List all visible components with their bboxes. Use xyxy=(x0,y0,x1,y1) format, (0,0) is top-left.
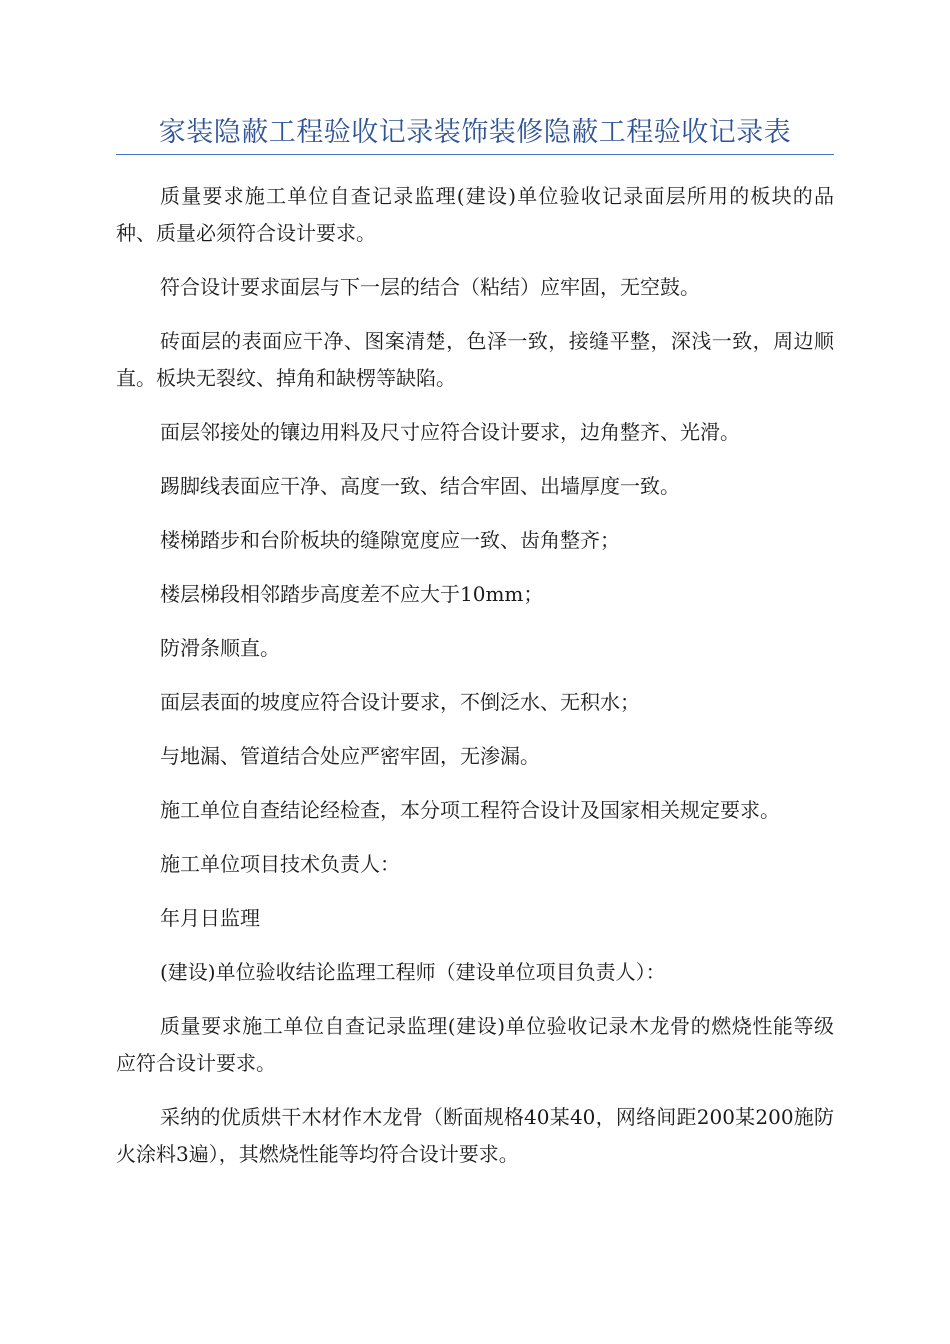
paragraph: 年月日监理 xyxy=(160,906,260,930)
paragraph: 面层邻接处的镶边用料及尺寸应符合设计要求，边角整齐、光滑。 xyxy=(160,420,740,444)
paragraph: 采纳的优质烘干木材作木龙骨（断面规格40某40，网络间距200某200施防火涂料3遍），其燃烧性能等均符合设计要求。 xyxy=(116,1105,834,1166)
paragraph: 施工单位自查结论经检查，本分项工程符合设计及国家相关规定要求。 xyxy=(160,798,780,822)
paragraph: 施工单位项目技术负责人： xyxy=(160,852,400,876)
document-title: 家装隐蔽工程验收记录装饰装修隐蔽工程验收记录表 xyxy=(158,117,792,148)
paragraph: 防滑条顺直。 xyxy=(160,636,280,660)
paragraph: 楼梯踏步和台阶板块的缝隙宽度应一致、齿角整齐； xyxy=(160,528,620,552)
title-underline xyxy=(116,154,834,155)
paragraph: (建设)单位验收结论监理工程师（建设单位项目负责人）： xyxy=(160,960,666,984)
paragraph: 符合设计要求面层与下一层的结合（粘结）应牢固，无空鼓。 xyxy=(160,275,700,299)
paragraph: 质量要求施工单位自查记录监理(建设)单位验收记录面层所用的板块的品种、质量必须符合设计要求。 xyxy=(116,184,834,245)
document-body xyxy=(116,178,834,1190)
paragraph: 砖面层的表面应干净、图案清楚，色泽一致，接缝平整，深浅一致，周边顺直。板块无裂纹、掉角和缺楞等缺陷。 xyxy=(116,329,834,390)
paragraph: 楼层梯段相邻踏步高度差不应大于10mm； xyxy=(160,582,544,606)
paragraph: 踢脚线表面应干净、高度一致、结合牢固、出墙厚度一致。 xyxy=(160,474,680,498)
paragraph: 面层表面的坡度应符合设计要求，不倒泛水、无积水； xyxy=(160,690,640,714)
paragraph: 质量要求施工单位自查记录监理(建设)单位验收记录木龙骨的燃烧性能等级应符合设计要求。 xyxy=(116,1014,834,1075)
paragraph: 与地漏、管道结合处应严密牢固，无渗漏。 xyxy=(160,744,540,768)
